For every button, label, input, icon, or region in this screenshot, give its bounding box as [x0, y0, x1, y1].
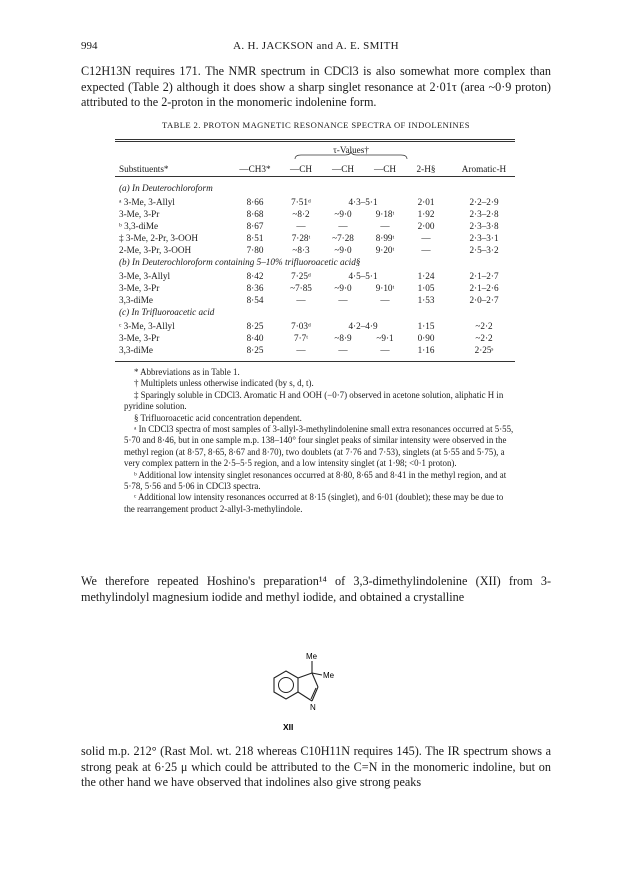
table-cell: 2·1–2·7	[469, 271, 499, 281]
column-header: —CH3*	[239, 164, 271, 174]
table-cell: ~9·0	[334, 283, 352, 293]
table-cell: 1·92	[417, 209, 435, 219]
table-cell: 1·16	[417, 345, 435, 355]
table-cell: 8·42	[246, 271, 264, 281]
footnote: ᵃ In CDCl3 spectra of most samples of 3-allyl-3-methylindolenine small extra resonances occurred at 5·55, 5·70 and 8·46, but in one sample m.p. 138–140° four singlet peaks of similar intensity were observed in the methyl region (at 8·57, 8·65, 8·67 and 8·70), two doublets (at 7·76 and 7·53), singlets (at 5·55 and 5·75), a very complex pattern in the 2·5–5·5 region, and a low intensity singlet (at 1·98; <0·1 proton).	[124, 424, 514, 469]
table-cell: 7·28ᵗ	[291, 233, 311, 243]
table-cell: 1·53	[417, 295, 435, 305]
tau-values-header: τ-Values†	[333, 145, 369, 155]
table-cell: 1·24	[417, 271, 435, 281]
table-cell: 8·36	[246, 283, 264, 293]
table-cell: 7·51ᵈ	[291, 197, 311, 207]
table-cell: ~2·2	[475, 321, 493, 331]
table-cell: ~8·2	[292, 209, 310, 219]
body-paragraph-3: solid m.p. 212° (Rast Mol. wt. 218 whereas C10H11N requires 145). The IR spectrum shows a strong peak at 6·25 μ which could be attributed to the C=N in the monomeric indoline, but on the other hand we have observed that indolines also give strong peaks	[81, 744, 551, 789]
table-cell: 2·3–2·8	[469, 209, 499, 219]
table-cell: 8·68	[246, 209, 264, 219]
column-header: 2-H§	[416, 164, 436, 174]
footnote: ᵇ Additional low intensity singlet resonances occurred at 8·80, 8·65 and 8·41 in the methyl region, and at 5·78, 5·56 and 5·06 in CDCl3 spectra.	[124, 469, 507, 492]
tau-brace	[115, 139, 515, 165]
table-cell: —	[380, 221, 390, 231]
page-number: 994	[81, 40, 98, 52]
table-cell: 8·51	[246, 233, 264, 243]
column-header: —CH	[374, 164, 396, 174]
body-paragraph-1: C12H13N requires 171. The NMR spectrum in CDCl3 is also somewhat more complex than expected (Table 2) although it does show a sharp singlet resonance at 2·01τ (area ~0·9 proton) attributed to the 2-proton in the monomeric indolenine form.	[81, 64, 551, 109]
table-cell: ~7·85	[290, 283, 312, 293]
footnote: ‡ Sparingly soluble in CDCl3. Aromatic H and OOH (−0·7) observed in acetone solution, aliphatic H in pyridine solution.	[124, 389, 504, 412]
table-cell: 2·3–3·1	[469, 233, 499, 243]
table-cell: —	[380, 345, 390, 355]
table-cell: ~8·9	[334, 333, 352, 343]
table-cell: 1·15	[417, 321, 435, 331]
table-cell: 8·40	[246, 333, 264, 343]
nitrogen-label: N	[310, 703, 316, 712]
row-label: 3,3-diMe	[119, 295, 153, 305]
row-label: ‡ 3-Me, 2-Pr, 3-OOH	[119, 233, 198, 243]
me-label-top: Me	[306, 652, 318, 661]
section-title: (b) In Deuterochloroform containing 5–10% trifluoroacetic acid§	[119, 257, 361, 267]
footnote: ᶜ Additional low intensity resonances occurred at 8·15 (singlet), and 6·01 (doublet); these may be due to the rearrangement product 2-allyl-3-methylindole.	[124, 492, 504, 514]
row-label: 3-Me, 3-Allyl	[119, 271, 171, 281]
table-cell: 8·25	[246, 321, 264, 331]
row-label: 3,3-diMe	[119, 345, 153, 355]
table-cell: 7·7ᵗ	[293, 333, 308, 343]
table-cell: 2·00	[417, 221, 435, 231]
table-cell: 8·25	[246, 345, 264, 355]
table-cell: 2·25ˢ	[474, 345, 494, 355]
table-cell: —	[380, 295, 390, 305]
table-caption: TABLE 2. PROTON MAGNETIC RESONANCE SPECTRA OF INDOLENINES	[162, 120, 470, 130]
table-cell: ~8·3	[292, 245, 310, 255]
table-cell: ~9·1	[376, 333, 394, 343]
table-cell: 9·18ᵗ	[375, 209, 395, 219]
table-bottom-rule	[115, 361, 515, 362]
table-cell: 1·05	[417, 283, 435, 293]
table-cell: 9·10ᵗ	[375, 283, 395, 293]
table-cell: 8·54	[246, 295, 264, 305]
table-cell: —	[296, 221, 306, 231]
table-cell-span: 4·3–5·1	[348, 197, 378, 207]
table-cell: ~2·2	[475, 333, 493, 343]
row-label: ᵃ 3-Me, 3-Allyl	[119, 197, 175, 207]
table-cell: 2·5–3·2	[469, 245, 499, 255]
row-label: 2-Me, 3-Pr, 3-OOH	[119, 245, 192, 255]
footnote: * Abbreviations as in Table 1.	[134, 367, 240, 377]
table-cell-span: 4·5–5·1	[348, 271, 378, 281]
row-label: 3-Me, 3-Pr	[119, 333, 160, 343]
footnote: † Multiplets unless otherwise indicated (by s, d, t).	[134, 378, 314, 389]
table-cell: 2·01	[417, 197, 435, 207]
table-cell: 8·99ᵗ	[375, 233, 395, 243]
table-cell: 8·67	[246, 221, 264, 231]
table-cell: 8·66	[246, 197, 264, 207]
table-cell: 0·90	[417, 333, 435, 343]
me-label-right: Me	[323, 671, 335, 680]
table-cell: —	[338, 221, 348, 231]
table-cell: 2·1–2·6	[469, 283, 499, 293]
table-cell: —	[421, 245, 431, 255]
indolenine-structure-xii	[256, 648, 366, 740]
column-header: Substituents*	[119, 164, 169, 174]
table-header-rule	[115, 176, 515, 177]
column-header: —CH	[332, 164, 354, 174]
row-label: 3-Me, 3-Pr	[119, 283, 160, 293]
running-header	[81, 40, 551, 56]
section-title: (a) In Deuterochloroform	[119, 183, 213, 193]
section-title: (c) In Trifluoroacetic acid	[119, 307, 215, 317]
table-cell: —	[296, 345, 306, 355]
table-cell: 7·80	[246, 245, 264, 255]
running-title: A. H. JACKSON and A. E. SMITH	[233, 40, 399, 52]
row-label: ᶜ 3-Me, 3-Allyl	[119, 321, 175, 331]
column-header: —CH	[290, 164, 312, 174]
body-paragraph-2: We therefore repeated Hoshino's preparation¹⁴ of 3,3-dimethylindolenine (XII) from 3-methylindolyl magnesium iodide and methyl iodide, and obtained a crystalline	[81, 574, 551, 604]
table-footnotes	[124, 367, 516, 515]
column-header: Aromatic-H	[461, 164, 507, 174]
table-cell: ~9·0	[334, 245, 352, 255]
table-cell: —	[338, 295, 348, 305]
row-label: 3-Me, 3-Pr	[119, 209, 160, 219]
table-cell: 2·3–3·8	[469, 221, 499, 231]
table-cell: —	[338, 345, 348, 355]
table-cell: 7·25ᵈ	[291, 271, 311, 281]
table-cell-span: 4·2–4·9	[348, 321, 378, 331]
table-cell: —	[296, 295, 306, 305]
compound-label: XII	[283, 722, 294, 732]
table-cell: 9·20ᵗ	[375, 245, 395, 255]
table-cell: —	[421, 233, 431, 243]
table-cell: 2·0–2·7	[469, 295, 499, 305]
row-label: ᵇ 3,3-diMe	[119, 221, 159, 231]
table-cell: 2·2–2·9	[469, 197, 499, 207]
table-cell: ~9·0	[334, 209, 352, 219]
table-cell: ~7·28	[332, 233, 354, 243]
table-cell: 7·03ᵈ	[291, 321, 311, 331]
footnote: § Trifluoroacetic acid concentration dependent.	[134, 412, 302, 423]
